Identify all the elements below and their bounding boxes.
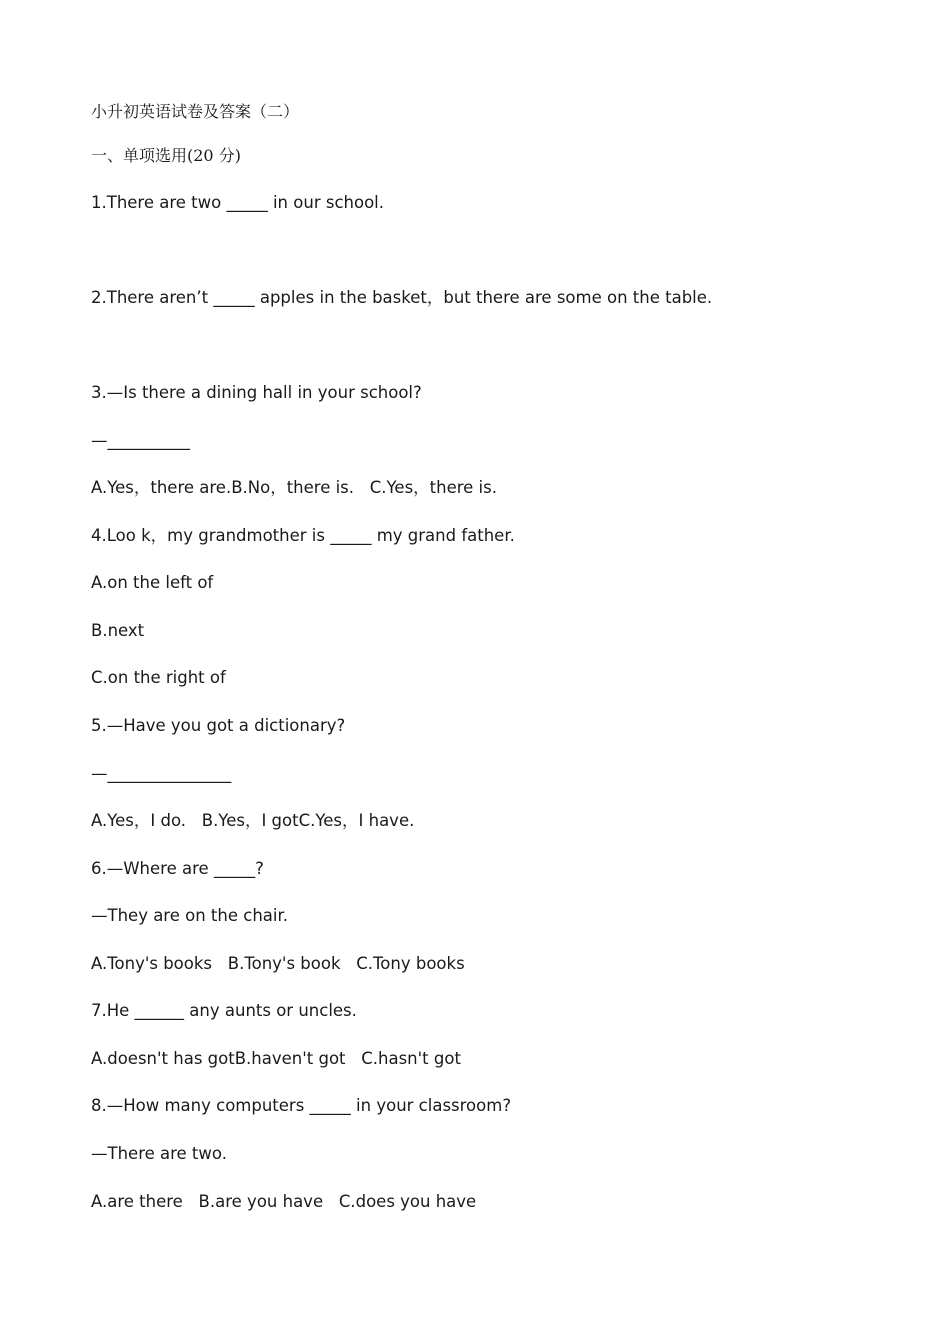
options-7: A.doesn't has gotB.haven't got C.hasn't got (91, 1049, 461, 1068)
question-4: 4.Loo k，my grandmother is _____ my grand father. (91, 526, 515, 545)
options-6: A.Tony's books B.Tony's book C.Tony books (91, 954, 465, 973)
answer-blank-3: —__________ (91, 431, 190, 450)
question-2: 2.There aren’t _____ apples in the basket，but there are some on the table. (91, 288, 713, 307)
question-7: 7.He ______ any aunts or uncles. (91, 1001, 357, 1020)
options-5: A.Yes，I do. B.Yes，I gotC.Yes，I have. (91, 811, 415, 830)
document-title: 小升初英语试卷及答案（二） (91, 102, 300, 121)
option-4a: A.on the left of (91, 573, 214, 592)
question-3: 3.—Is there a dining hall in your school? (91, 383, 422, 402)
section-heading: 一、单项选用(20 分) (91, 146, 241, 165)
option-4c: C.on the right of (91, 668, 226, 687)
question-6: 6.—Where are _____? (91, 859, 264, 878)
dialogue-6: —They are on the chair. (91, 906, 288, 925)
question-1: 1.There are two _____ in our school. (91, 193, 384, 212)
options-8: A.are there B.are you have C.does you have (91, 1192, 477, 1211)
dialogue-8: —There are two. (91, 1144, 227, 1163)
option-4b: B.next (91, 621, 145, 640)
question-8: 8.—How many computers _____ in your classroom? (91, 1096, 512, 1115)
question-5: 5.—Have you got a dictionary? (91, 716, 346, 735)
options-3: A.Yes，there are.B.No，there is. C.Yes，there is. (91, 478, 497, 497)
answer-blank-5: —_______________ (91, 764, 232, 783)
